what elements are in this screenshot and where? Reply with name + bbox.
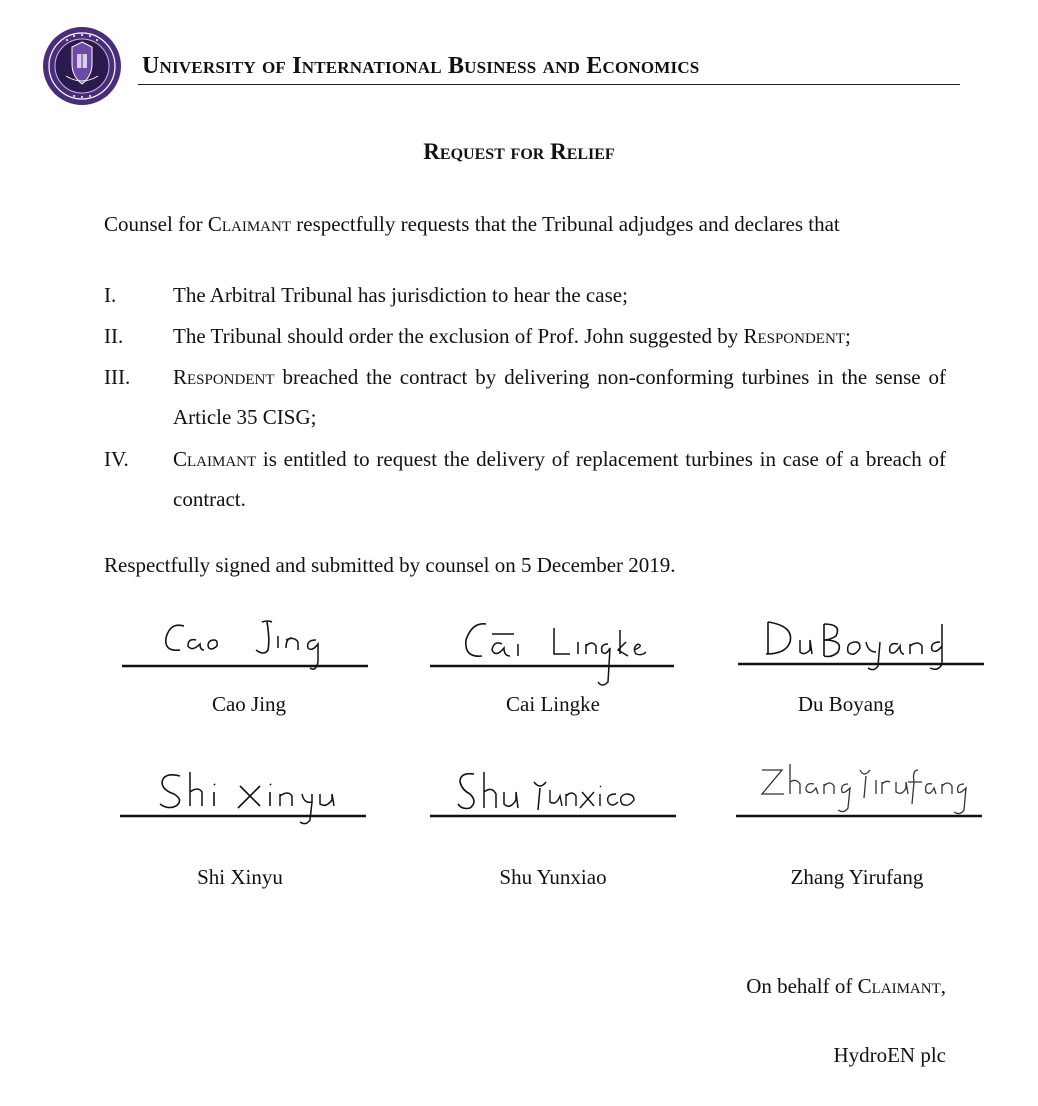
relief-number: II. [104,324,124,348]
header-rule [138,84,960,85]
signature-zhang-yirufang [736,760,982,828]
signatory-name: Cai Lingke [506,692,600,716]
relief-item [104,357,946,437]
party-name: Claimant [207,212,291,236]
relief-text: The Tribunal should order the exclusion of Prof. John suggested by Respondent; [173,324,851,348]
relief-text: Respondent breached the contract by delivering non-conforming turbines in the sense of Article 35 CISG; [173,365,946,429]
signature-cai-lingke [430,610,674,690]
party-name: Respondent [743,324,845,348]
relief-item [104,275,946,315]
signatory-name: Shi Xinyu [197,865,283,889]
relief-item [104,439,946,519]
relief-item [104,316,946,356]
relief-text: The Arbitral Tribunal has jurisdiction to hear the case; [173,283,628,307]
signatory-name: Du Boyang [797,692,895,716]
signature-shu-yunxiao [430,766,676,830]
signed-statement: Respectfully signed and submitted by counsel on 5 December 2019. [104,553,676,577]
company-name: HydroEN plc [833,1043,946,1067]
signature-cao-jing [122,610,368,672]
document-title: Request for Relief [423,139,615,164]
university-seal-logo [42,26,122,106]
intro-paragraph: Counsel for Claimant respectfully requests that the Tribunal adjudges and declares that [104,212,840,236]
signatory-name: Shu Yunxiao [499,865,607,889]
party-name: Respondent [173,365,275,389]
signature-du-boyang [738,612,984,674]
party-name: Claimant [173,447,257,471]
party-name: Claimant [857,974,941,998]
signatory-name: Zhang Yirufang [790,865,924,889]
relief-number: I. [104,283,117,307]
relief-text: Claimant is entitled to request the delivery of replacement turbines in case of a breach of contract. [173,447,946,511]
signature-shi-xinyu [120,766,366,830]
on-behalf-line: On behalf of Claimant, [746,974,946,998]
relief-number: III. [104,365,131,389]
signatory-name: Cao Jing [211,692,287,716]
relief-number: IV. [104,447,129,471]
university-name: University of International Business and Economics [142,53,700,79]
